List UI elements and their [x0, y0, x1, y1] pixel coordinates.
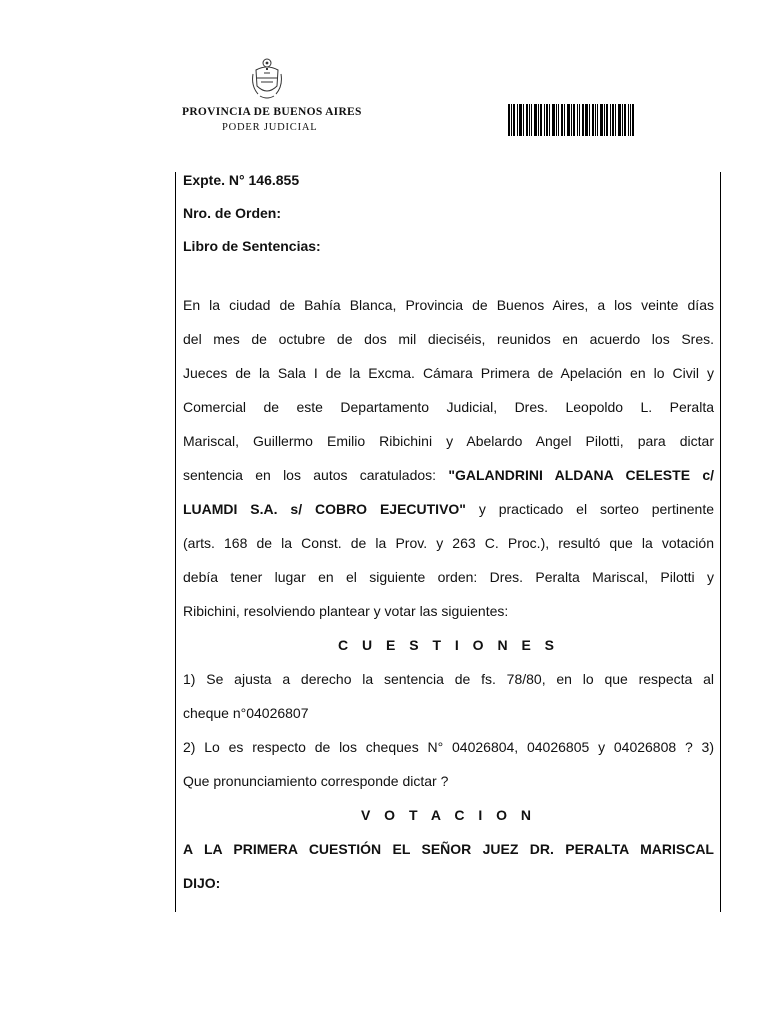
expediente-number: Expte. N° 146.855 [183, 172, 300, 188]
case-title-part-2: LUAMDI S.A. s/ COBRO EJECUTIVO" [183, 501, 466, 517]
cuestiones-heading: C U E S T I O N E S [337, 637, 560, 653]
text-run: sentencia en los autos caratulados: [183, 467, 449, 483]
vote-heading-text: DIJO: [183, 875, 221, 891]
text-line: debía tener lugar en el siguiente orden: Dres. Peralta Mariscal, Pilotti y [183, 569, 714, 585]
vote-heading-line [183, 872, 714, 906]
order-number-label: Nro. de Orden: [183, 205, 282, 221]
sentence-book-label: Libro de Sentencias: [183, 238, 321, 254]
text-line [183, 498, 714, 532]
question-2-line: 2) Lo es respecto de los cheques N° 04026804, 04026805 y 04026808 ? 3) [183, 739, 714, 755]
text-line: Comercial de este Departamento Judicial, Dres. Leopoldo L. Peralta [183, 399, 714, 415]
text-run: y practicado el sorteo pertinente [465, 501, 714, 517]
left-margin-rule [175, 172, 176, 912]
vote-heading-line [183, 838, 714, 872]
question-1-line: 1) Se ajusta a derecho la sentencia de fs. 78/80, en lo que respecta al [183, 671, 714, 687]
votacion-heading: V O T A C I O N [360, 807, 537, 823]
barcode-icon [508, 104, 634, 136]
text-line: Jueces de la Sala I de la Excma. Cámara Primera de Apelación en lo Civil y [183, 365, 714, 381]
text-line: Ribichini, resolviendo plantear y votar las siguientes: [183, 603, 509, 619]
question-2-line: Que pronunciamiento corresponde dictar ? [183, 773, 449, 789]
vote-heading-text: A LA PRIMERA CUESTIÓN EL SEÑOR JUEZ DR. PERALTA MARISCAL [183, 841, 714, 857]
institution-subtitle: PODER JUDICIAL [222, 122, 318, 133]
text-line: (arts. 168 de la Const. de la Prov. y 263 C. Proc.), resultó que la votación [183, 535, 714, 551]
text-line: Mariscal, Guillermo Emilio Ribichini y Abelardo Angel Pilotti, para dictar [183, 433, 714, 449]
question-1-line: cheque n°04026807 [183, 705, 309, 721]
document-body [183, 169, 714, 906]
coat-of-arms-icon [250, 56, 284, 100]
institution-title: PROVINCIA DE BUENOS AIRES [182, 106, 362, 118]
text-line [183, 464, 714, 498]
text-line: del mes de octubre de dos mil dieciséis, reunidos en acuerdo los Sres. [183, 331, 714, 347]
right-margin-rule [720, 172, 721, 912]
text-line: En la ciudad de Bahía Blanca, Provincia de Buenos Aires, a los veinte días [183, 297, 714, 313]
preamble-paragraph [183, 294, 714, 634]
case-title-part-1: "GALANDRINI ALDANA CELESTE c/ [448, 467, 714, 483]
